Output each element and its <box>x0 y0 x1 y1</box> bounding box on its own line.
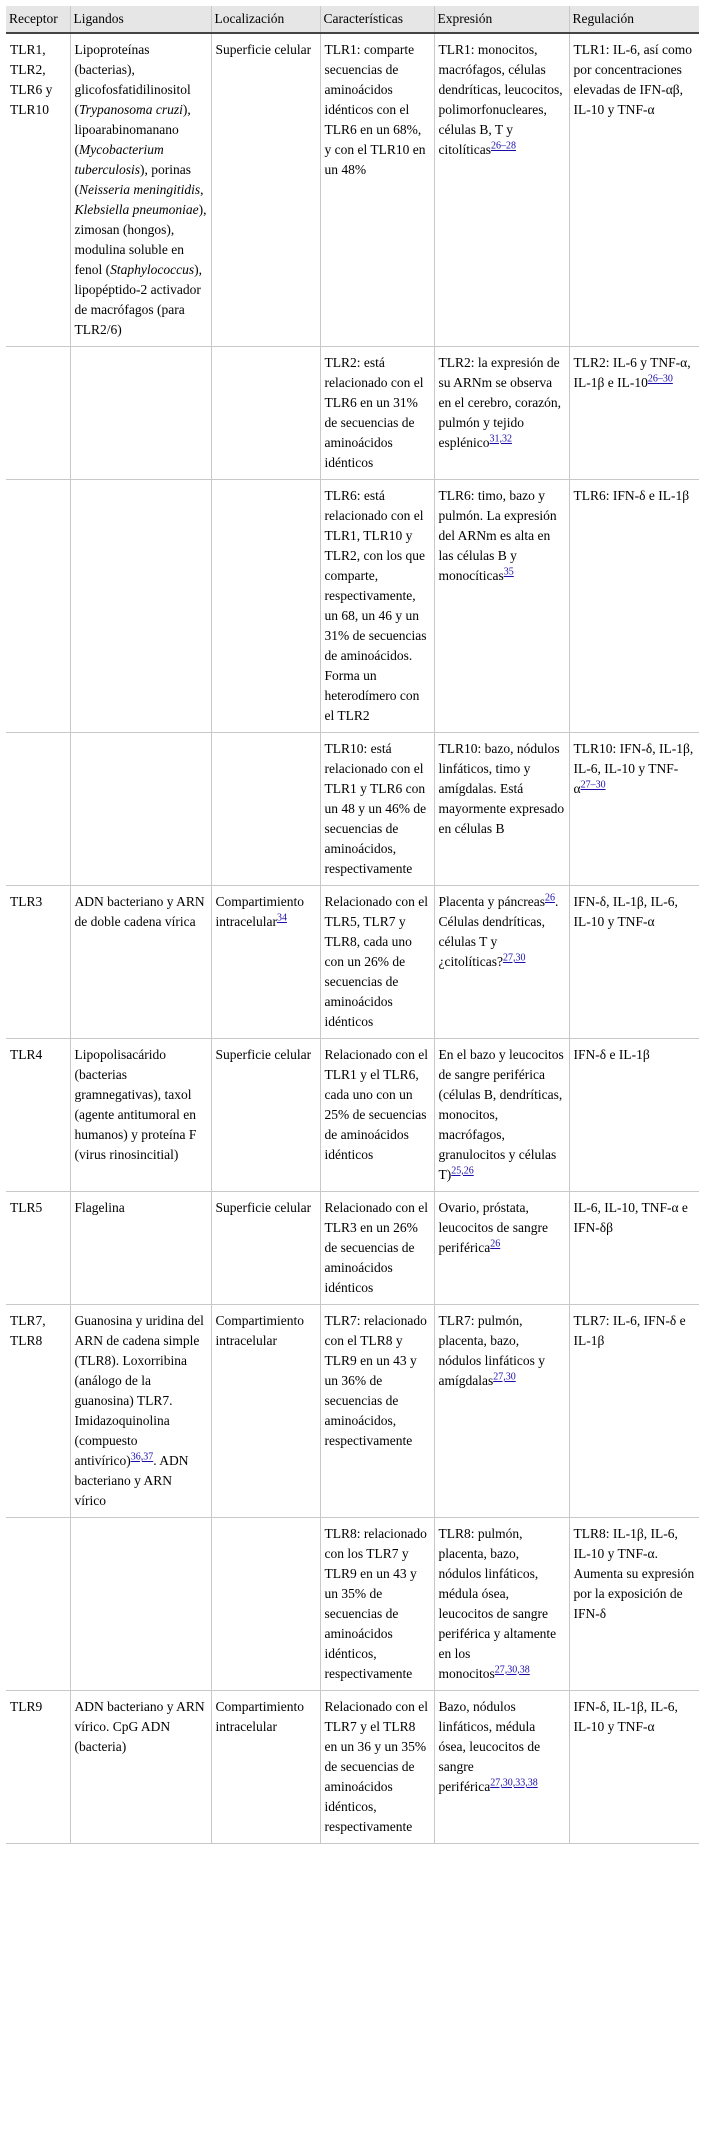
citation-sup <box>495 1665 530 1676</box>
header-caracteristicas: Características <box>320 6 434 33</box>
cell-text: Compartimiento intracelular <box>215 1313 304 1348</box>
cell-text: IFN-δ, IL-1β, IL-6, IL-10 y TNF-α <box>573 1699 678 1734</box>
cell-text: Bazo, nódulos linfáticos, médula ósea, leucocitos de sangre periférica <box>438 1699 541 1794</box>
table-body <box>6 33 699 1844</box>
citation-link[interactable]: 27,30,33,38 <box>490 1777 538 1789</box>
cell-localizacion <box>211 480 320 733</box>
header-regulacion: Regulación <box>569 6 699 33</box>
cell-regulacion <box>569 480 699 733</box>
cell-text: TLR6: timo, bazo y pulmón. La expresión del ARNm es alta en las células B y monocíticas <box>438 488 557 583</box>
citation-link[interactable]: 34 <box>276 912 287 924</box>
cell-regulacion <box>569 1192 699 1305</box>
cell-text: Compartimiento intracelular <box>215 1699 304 1734</box>
table-row <box>6 1518 699 1691</box>
citation-link[interactable]: 36,37 <box>130 1451 154 1463</box>
cell-localizacion <box>211 347 320 480</box>
cell-caracteristicas <box>320 33 434 347</box>
cell-text: ), lipoarabinomanano ( <box>74 102 191 157</box>
cell-expresion <box>434 1192 569 1305</box>
citation-sup <box>490 1778 538 1789</box>
cell-regulacion <box>569 33 699 347</box>
cell-localizacion <box>211 33 320 347</box>
citation-link[interactable]: 31,32 <box>489 433 512 445</box>
cell-expresion <box>434 733 569 886</box>
cell-text: TLR1: monocitos, macrófagos, células dendríticas, leucocitos, polimorfonucleares, células B, T y citolíticas <box>438 42 563 157</box>
cell-ligandos <box>70 347 211 480</box>
cell-text: Ovario, próstata, leucocitos de sangre periférica <box>438 1200 548 1255</box>
cell-text: ), lipopéptido-2 activador de macrófagos (para TLR2/6) <box>74 262 202 337</box>
cell-text: Relacionado con el TLR1 y el TLR6, cada uno con un 25% de secuencias de aminoácidos idénticos <box>324 1047 428 1162</box>
cell-text: . ADN bacteriano y ARN vírico <box>74 1453 189 1508</box>
cell-expresion <box>434 1691 569 1844</box>
cell-regulacion <box>569 733 699 886</box>
cell-regulacion <box>569 347 699 480</box>
cell-text: Compartimiento intracelular <box>215 894 304 929</box>
citation-sup <box>493 1372 516 1383</box>
cell-ligandos <box>70 886 211 1039</box>
header-expresion: Expresión <box>434 6 569 33</box>
citation-link[interactable]: 26 <box>490 1238 501 1250</box>
cell-ligandos <box>70 733 211 886</box>
header-ligandos: Ligandos <box>70 6 211 33</box>
cell-receptor <box>6 347 70 480</box>
cell-text: IL-6, IL-10, TNF-α e IFN-δβ <box>573 1200 688 1235</box>
cell-receptor: TLR9 <box>6 1691 70 1844</box>
species-name: Staphylococcus <box>110 262 195 277</box>
cell-text: TLR10: bazo, nódulos linfáticos, timo y amígdalas. Está mayormente expresado en células B <box>438 741 565 836</box>
cell-text: , <box>200 182 204 197</box>
cell-regulacion <box>569 1305 699 1518</box>
cell-receptor: TLR5 <box>6 1192 70 1305</box>
cell-caracteristicas <box>320 480 434 733</box>
cell-caracteristicas <box>320 347 434 480</box>
cell-caracteristicas <box>320 1192 434 1305</box>
cell-text: Relacionado con el TLR3 en un 26% de secuencias de aminoácidos idénticos <box>324 1200 428 1295</box>
cell-receptor: TLR4 <box>6 1039 70 1192</box>
cell-text: Flagelina <box>74 1200 125 1215</box>
citation-sup <box>490 1239 500 1250</box>
cell-ligandos <box>70 1518 211 1691</box>
citation-sup <box>545 893 555 904</box>
cell-ligandos <box>70 1305 211 1518</box>
citation-sup <box>503 953 526 964</box>
header-receptor: Receptor <box>6 6 70 33</box>
citation-link[interactable]: 35 <box>503 566 514 578</box>
table-row <box>6 733 699 886</box>
cell-ligandos <box>70 1691 211 1844</box>
citation-sup <box>491 141 516 152</box>
table-row <box>6 1305 699 1518</box>
cell-text: TLR7: pulmón, placenta, bazo, nódulos linfáticos y amígdalas <box>438 1313 545 1388</box>
citation-sup <box>489 434 512 445</box>
cell-caracteristicas <box>320 733 434 886</box>
cell-receptor <box>6 480 70 733</box>
citation-link[interactable]: 26 <box>544 892 555 904</box>
cell-text: TLR6: está relacionado con el TLR1, TLR10 y TLR2, con los que comparte, respectivamente, un 68, un 46 y un 31% de secuencias de aminoácidos. Forma un heterodímero con el TLR2 <box>324 488 427 723</box>
cell-text: TLR7: relacionado con el TLR8 y TLR9 en un 43 y un 36% de secuencias de aminoácidos, respectivamente <box>324 1313 427 1448</box>
cell-caracteristicas <box>320 1691 434 1844</box>
cell-text: TLR8: pulmón, placenta, bazo, nódulos linfáticos, médula ósea, leucocitos de sangre periférica y altamente en los monocitos <box>438 1526 557 1681</box>
table-row <box>6 1691 699 1844</box>
cell-text: TLR2: la expresión de su ARNm se observa en el cerebro, corazón, pulmón y tejido esplénico <box>438 355 562 450</box>
cell-receptor: TLR3 <box>6 886 70 1039</box>
citation-sup <box>277 913 287 924</box>
cell-caracteristicas <box>320 1305 434 1518</box>
table-row <box>6 1192 699 1305</box>
citation-link[interactable]: 26–28 <box>490 140 516 152</box>
header-row <box>6 6 699 33</box>
table-row <box>6 347 699 480</box>
species-name: Trypanosoma cruzi <box>79 102 183 117</box>
header-localizacion: Localización <box>211 6 320 33</box>
cell-localizacion <box>211 1192 320 1305</box>
cell-text: IFN-δ, IL-1β, IL-6, IL-10 y TNF-α <box>573 894 678 929</box>
cell-text: Relacionado con el TLR5, TLR7 y TLR8, cada uno con un 26% de secuencias de aminoácidos idénticos <box>324 894 428 1029</box>
table-row <box>6 886 699 1039</box>
cell-text: . Células dendríticas, células T y ¿citolíticas? <box>438 894 559 969</box>
species-name: Neisseria meningitidis <box>79 182 201 197</box>
cell-text: ADN bacteriano y ARN de doble cadena vírica <box>74 894 205 929</box>
tlr-table <box>6 6 699 1844</box>
cell-localizacion <box>211 886 320 1039</box>
cell-text: Guanosina y uridina del ARN de cadena simple (TLR8). Loxorribina (análogo de la guanosina) TLR7. Imidazoquinolina (compuesto antivírico) <box>74 1313 204 1468</box>
cell-text: Superficie celular <box>215 1047 312 1062</box>
cell-expresion <box>434 1518 569 1691</box>
cell-text: ), zimosan (hongos), modulina soluble en fenol ( <box>74 202 207 277</box>
citation-link[interactable]: 27,30 <box>502 952 526 964</box>
cell-localizacion <box>211 1691 320 1844</box>
citation-sup <box>648 374 673 385</box>
cell-regulacion <box>569 886 699 1039</box>
cell-text: TLR2: IL-6 y TNF-α, IL-1β e IL-10 <box>573 355 691 390</box>
cell-regulacion <box>569 1691 699 1844</box>
cell-expresion <box>434 347 569 480</box>
citation-sup <box>504 567 514 578</box>
citation-link[interactable]: 25,26 <box>451 1165 474 1177</box>
cell-text: TLR10: IFN-δ, IL-1β, IL-6, IL-10 y TNF-α <box>573 741 694 796</box>
cell-text: En el bazo y leucocitos de sangre periférica (células B, dendríticas, monocitos, macrófagos, granulocitos y células T) <box>438 1047 564 1182</box>
table-row <box>6 33 699 347</box>
cell-ligandos <box>70 1192 211 1305</box>
cell-expresion <box>434 33 569 347</box>
cell-text: TLR8: relacionado con los TLR7 y TLR9 en un 43 y un 35% de secuencias de aminoácidos idénticos, respectivamente <box>324 1526 427 1681</box>
cell-receptor <box>6 1518 70 1691</box>
cell-text: ), porinas ( <box>74 162 191 197</box>
cell-expresion <box>434 480 569 733</box>
cell-localizacion <box>211 1305 320 1518</box>
cell-expresion <box>434 1039 569 1192</box>
cell-text: Superficie celular <box>215 1200 312 1215</box>
cell-text: Relacionado con el TLR7 y el TLR8 en un 36 y un 35% de secuencias de aminoácidos idénticos, respectivamente <box>324 1699 428 1834</box>
cell-regulacion <box>569 1518 699 1691</box>
cell-receptor <box>6 733 70 886</box>
cell-text: TLR7: IL-6, IFN-δ e IL-1β <box>573 1313 686 1348</box>
citation-link[interactable]: 27,30 <box>493 1371 516 1383</box>
cell-localizacion <box>211 733 320 886</box>
citation-link[interactable]: 27,30,38 <box>494 1664 530 1676</box>
cell-text: TLR1: comparte secuencias de aminoácidos idénticos con el TLR6 en un 68%, y con el TLR10 en un 48% <box>324 42 426 177</box>
cell-text: Superficie celular <box>215 42 312 57</box>
cell-text: ADN bacteriano y ARN vírico. CpG ADN (bacteria) <box>74 1699 205 1754</box>
citation-sup <box>581 780 606 791</box>
cell-text: TLR8: IL-1β, IL-6, IL-10 y TNF-α. Aumenta su expresión por la exposición de IFN-δ <box>573 1526 695 1621</box>
cell-localizacion <box>211 1039 320 1192</box>
cell-ligandos <box>70 1039 211 1192</box>
cell-expresion <box>434 886 569 1039</box>
cell-text: TLR1: IL-6, así como por concentraciones elevadas de IFN-αβ, IL-10 y TNF-α <box>573 42 692 117</box>
table-header <box>6 6 699 33</box>
cell-caracteristicas <box>320 1039 434 1192</box>
cell-text: Placenta y páncreas <box>438 894 545 909</box>
cell-text: Lipoproteínas (bacterias), glicofosfatidilinositol ( <box>74 42 191 117</box>
citation-sup <box>131 1452 154 1463</box>
cell-text: Lipopolisacárido (bacterias gramnegativas), taxol (agente antitumoral en humanos) y proteína F (virus rinosincitial) <box>74 1047 197 1162</box>
cell-receptor: TLR1, TLR2, TLR6 y TLR10 <box>6 33 70 347</box>
species-name: Mycobacterium tuberculosis <box>74 142 164 177</box>
table-row <box>6 480 699 733</box>
species-name: Klebsiella pneumoniae <box>74 202 199 217</box>
cell-text: TLR6: IFN-δ e IL-1β <box>573 488 690 503</box>
cell-expresion <box>434 1305 569 1518</box>
cell-ligandos <box>70 33 211 347</box>
citation-sup <box>451 1166 474 1177</box>
citation-link[interactable]: 27–30 <box>580 779 606 791</box>
cell-caracteristicas <box>320 886 434 1039</box>
cell-receptor: TLR7, TLR8 <box>6 1305 70 1518</box>
cell-regulacion <box>569 1039 699 1192</box>
cell-localizacion <box>211 1518 320 1691</box>
cell-text: TLR2: está relacionado con el TLR6 en un 31% de secuencias de aminoácidos idénticos <box>324 355 424 470</box>
cell-ligandos <box>70 480 211 733</box>
cell-text: TLR10: está relacionado con el TLR1 y TLR6 con un 48 y un 46% de secuencias de aminoácidos, respectivamente <box>324 741 427 876</box>
cell-text: IFN-δ e IL-1β <box>573 1047 650 1062</box>
citation-link[interactable]: 26–30 <box>647 373 673 385</box>
cell-caracteristicas <box>320 1518 434 1691</box>
table-row <box>6 1039 699 1192</box>
